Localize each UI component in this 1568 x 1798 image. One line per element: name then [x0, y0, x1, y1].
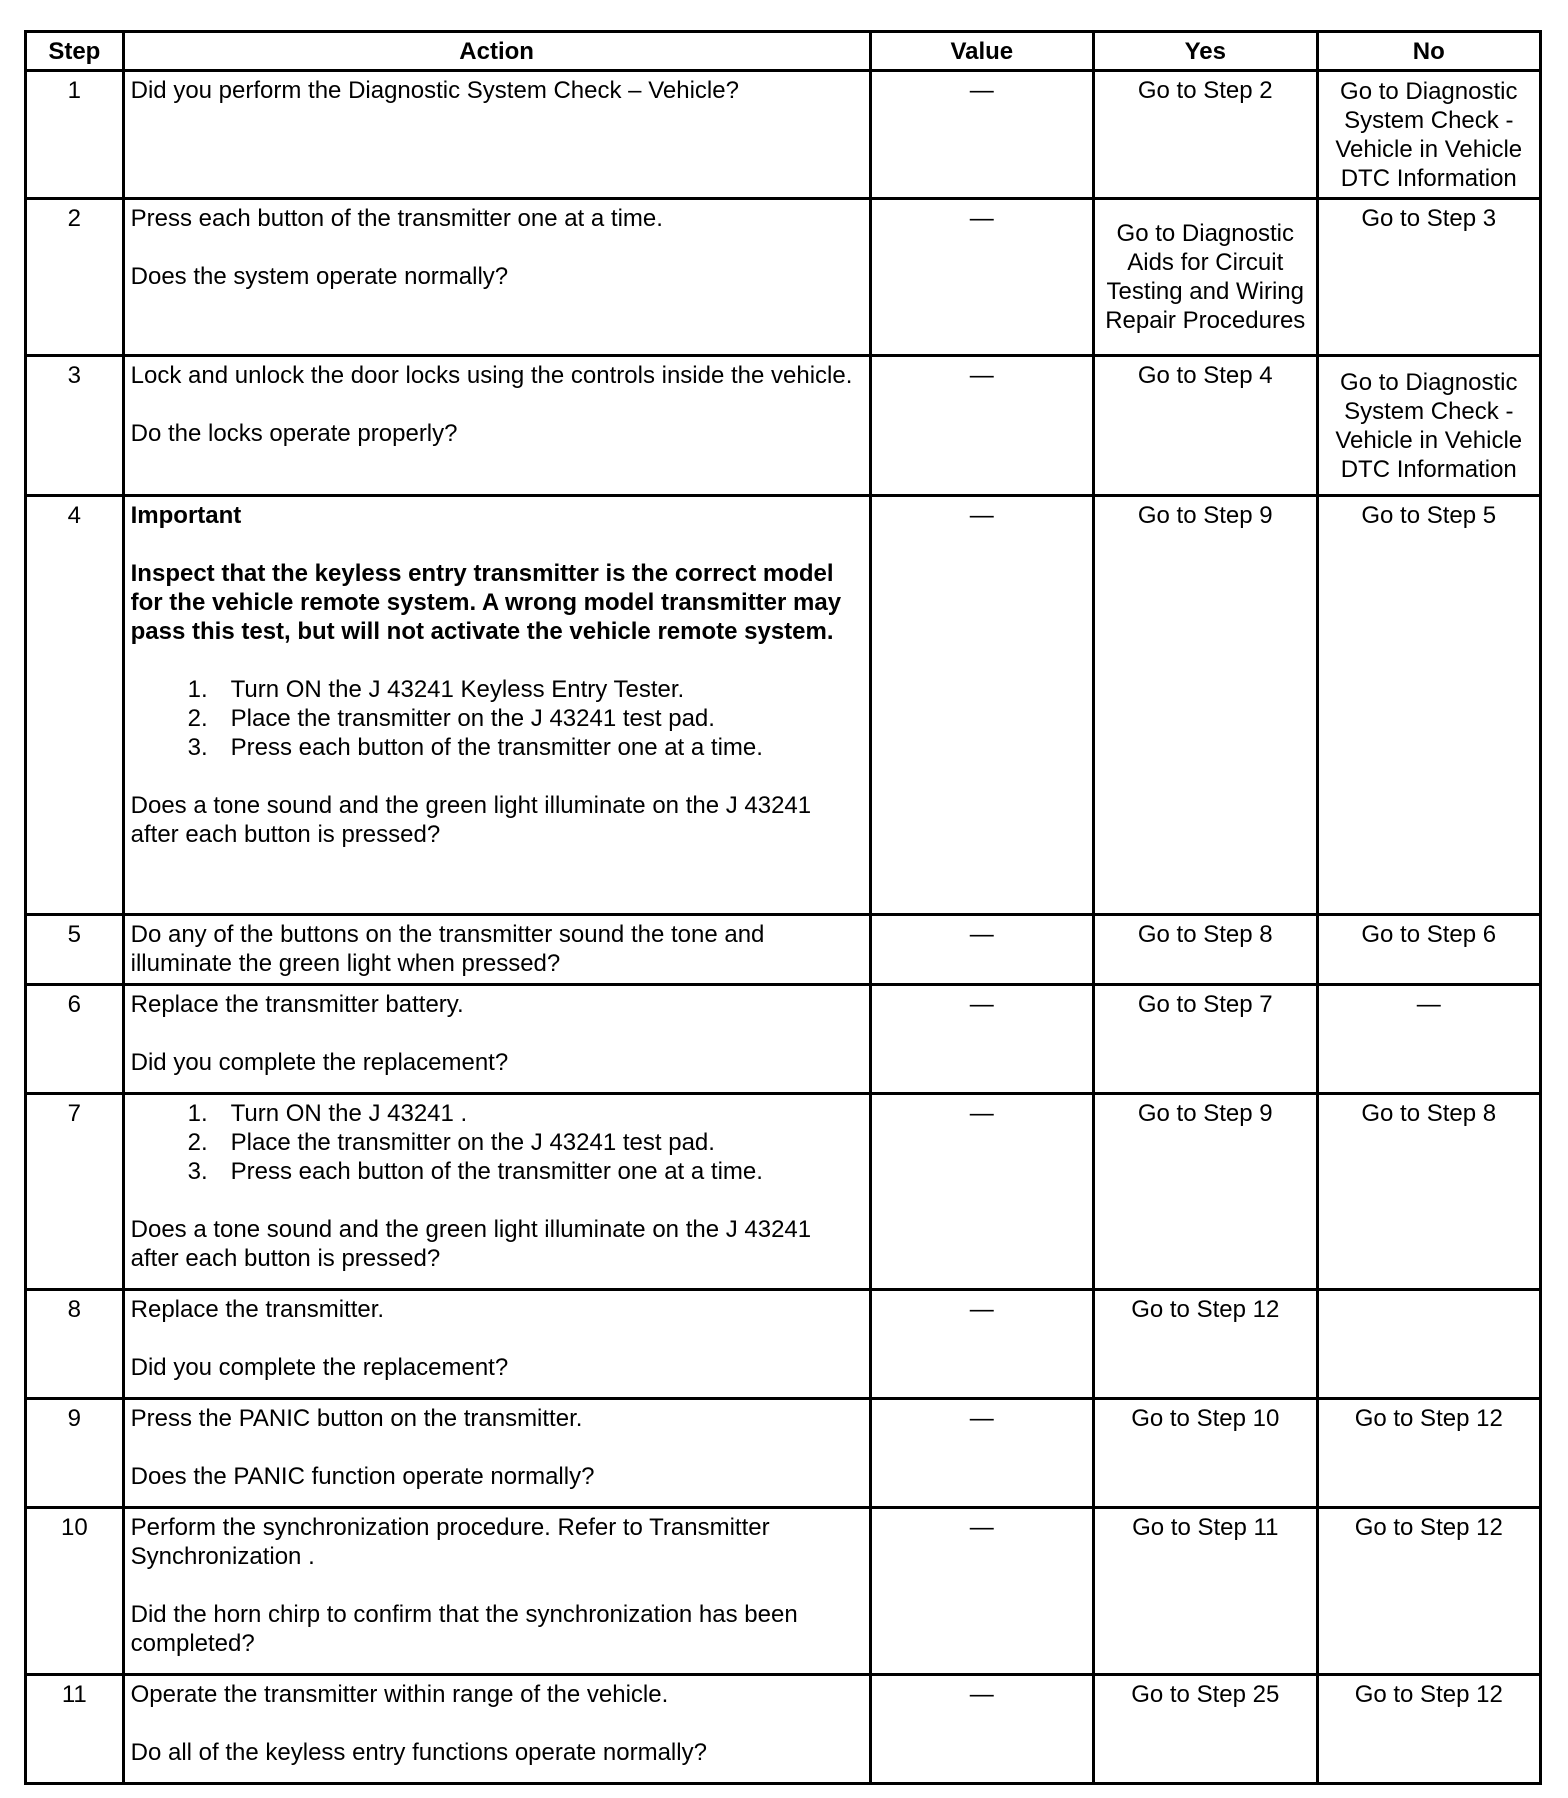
value-cell: —	[870, 1508, 1093, 1675]
table-row	[26, 356, 1541, 496]
value-cell: —	[870, 1675, 1093, 1784]
action-text: Press the PANIC button on the transmitter.	[130, 1405, 583, 1432]
list-item: 2. Place the transmitter on the J 43241 test pad.	[187, 705, 715, 732]
step-number: 6	[26, 985, 124, 1094]
action-question: Did you complete the replacement?	[130, 1049, 509, 1076]
action-question: Does the system operate normally?	[130, 263, 509, 290]
procedure-list	[131, 675, 863, 762]
table-row	[26, 915, 1541, 985]
table-row	[26, 71, 1541, 199]
action-question: Did you complete the replacement?	[130, 1354, 509, 1381]
diagnostic-table	[24, 30, 1542, 1785]
header-no: No	[1317, 32, 1541, 71]
list-item: 3. Press each button of the transmitter one at a time.	[187, 1158, 763, 1185]
value-cell: —	[870, 356, 1093, 496]
no-cell: Go to Diagnostic System Check - Vehicle in Vehicle DTC Information	[1317, 71, 1541, 199]
value-cell: —	[870, 985, 1093, 1094]
action-cell	[123, 1094, 870, 1290]
header-step: Step	[26, 32, 124, 71]
table-row	[26, 496, 1541, 915]
header-row	[26, 32, 1541, 71]
action-cell	[123, 496, 870, 915]
table-row	[26, 1399, 1541, 1508]
list-item: 3. Press each button of the transmitter one at a time.	[187, 734, 763, 761]
action-cell	[123, 199, 870, 356]
no-cell: Go to Step 5	[1317, 496, 1541, 915]
yes-cell: Go to Step 25	[1094, 1675, 1317, 1784]
yes-cell: Go to Step 9	[1094, 496, 1317, 915]
yes-cell: Go to Diagnostic Aids for Circuit Testing and Wiring Repair Procedures	[1094, 199, 1317, 356]
no-cell: Go to Step 8	[1317, 1094, 1541, 1290]
action-text: Replace the transmitter battery.	[130, 991, 464, 1018]
step-number: 2	[26, 199, 124, 356]
header-action: Action	[123, 32, 870, 71]
yes-cell: Go to Step 4	[1094, 356, 1317, 496]
action-cell	[123, 915, 870, 985]
list-item: 1. Turn ON the J 43241 .	[187, 1100, 468, 1127]
action-cell	[123, 356, 870, 496]
header-value: Value	[870, 32, 1093, 71]
step-number: 7	[26, 1094, 124, 1290]
value-cell: —	[870, 71, 1093, 199]
yes-cell: Go to Step 11	[1094, 1508, 1317, 1675]
no-cell: Go to Step 12	[1317, 1508, 1541, 1675]
table-row	[26, 1290, 1541, 1399]
procedure-list	[131, 1099, 863, 1186]
no-cell: Go to Step 3	[1317, 199, 1541, 356]
action-cell	[123, 1675, 870, 1784]
action-text: Did you perform the Diagnostic System Check – Vehicle?	[130, 77, 739, 104]
action-text: Lock and unlock the door locks using the controls inside the vehicle.	[130, 362, 853, 389]
value-cell: —	[870, 496, 1093, 915]
action-question: Does a tone sound and the green light illuminate on the J 43241 after each button is pressed?	[130, 792, 812, 848]
value-cell: —	[870, 199, 1093, 356]
yes-cell: Go to Step 2	[1094, 71, 1317, 199]
action-question: Does the PANIC function operate normally?	[130, 1463, 595, 1490]
table-row	[26, 1094, 1541, 1290]
table-row	[26, 985, 1541, 1094]
step-number: 8	[26, 1290, 124, 1399]
action-cell	[123, 1290, 870, 1399]
action-cell	[123, 985, 870, 1094]
no-cell	[1317, 1290, 1541, 1399]
important-text: Inspect that the keyless entry transmitter is the correct model for the vehicle remote system. A wrong model transmitter may pass this test, but will not activate the vehicle remote system.	[130, 560, 842, 645]
value-cell: —	[870, 1094, 1093, 1290]
table-row	[26, 1675, 1541, 1784]
header-yes: Yes	[1094, 32, 1317, 71]
list-item: 2. Place the transmitter on the J 43241 test pad.	[187, 1129, 715, 1156]
yes-cell: Go to Step 10	[1094, 1399, 1317, 1508]
no-cell: —	[1317, 985, 1541, 1094]
action-cell	[123, 1508, 870, 1675]
no-cell: Go to Step 6	[1317, 915, 1541, 985]
action-question: Do all of the keyless entry functions operate normally?	[130, 1739, 707, 1766]
step-number: 11	[26, 1675, 124, 1784]
step-number: 3	[26, 356, 124, 496]
no-cell: Go to Step 12	[1317, 1675, 1541, 1784]
yes-cell: Go to Step 7	[1094, 985, 1317, 1094]
no-cell: Go to Step 12	[1317, 1399, 1541, 1508]
action-text: Press each button of the transmitter one at a time.	[130, 205, 663, 232]
value-cell: —	[870, 1290, 1093, 1399]
step-number: 1	[26, 71, 124, 199]
value-cell: —	[870, 915, 1093, 985]
action-text: Do any of the buttons on the transmitter sound the tone and illuminate the green light when pressed?	[130, 921, 765, 977]
important-title: Important	[130, 502, 242, 529]
action-cell	[123, 71, 870, 199]
step-number: 4	[26, 496, 124, 915]
action-question: Does a tone sound and the green light illuminate on the J 43241 after each button is pressed?	[130, 1216, 812, 1272]
action-question: Did the horn chirp to confirm that the synchronization has been completed?	[130, 1601, 798, 1657]
no-cell: Go to Diagnostic System Check - Vehicle in Vehicle DTC Information	[1317, 356, 1541, 496]
value-cell: —	[870, 1399, 1093, 1508]
action-text: Operate the transmitter within range of the vehicle.	[130, 1681, 669, 1708]
table-row	[26, 1508, 1541, 1675]
action-text: Replace the transmitter.	[130, 1296, 385, 1323]
yes-cell: Go to Step 12	[1094, 1290, 1317, 1399]
step-number: 10	[26, 1508, 124, 1675]
list-item: 1. Turn ON the J 43241 Keyless Entry Tester.	[187, 676, 685, 703]
action-cell	[123, 1399, 870, 1508]
yes-cell: Go to Step 8	[1094, 915, 1317, 985]
action-text: Perform the synchronization procedure. Refer to Transmitter Synchronization .	[130, 1514, 770, 1570]
step-number: 5	[26, 915, 124, 985]
table-row	[26, 199, 1541, 356]
step-number: 9	[26, 1399, 124, 1508]
action-question: Do the locks operate properly?	[130, 420, 458, 447]
yes-cell: Go to Step 9	[1094, 1094, 1317, 1290]
